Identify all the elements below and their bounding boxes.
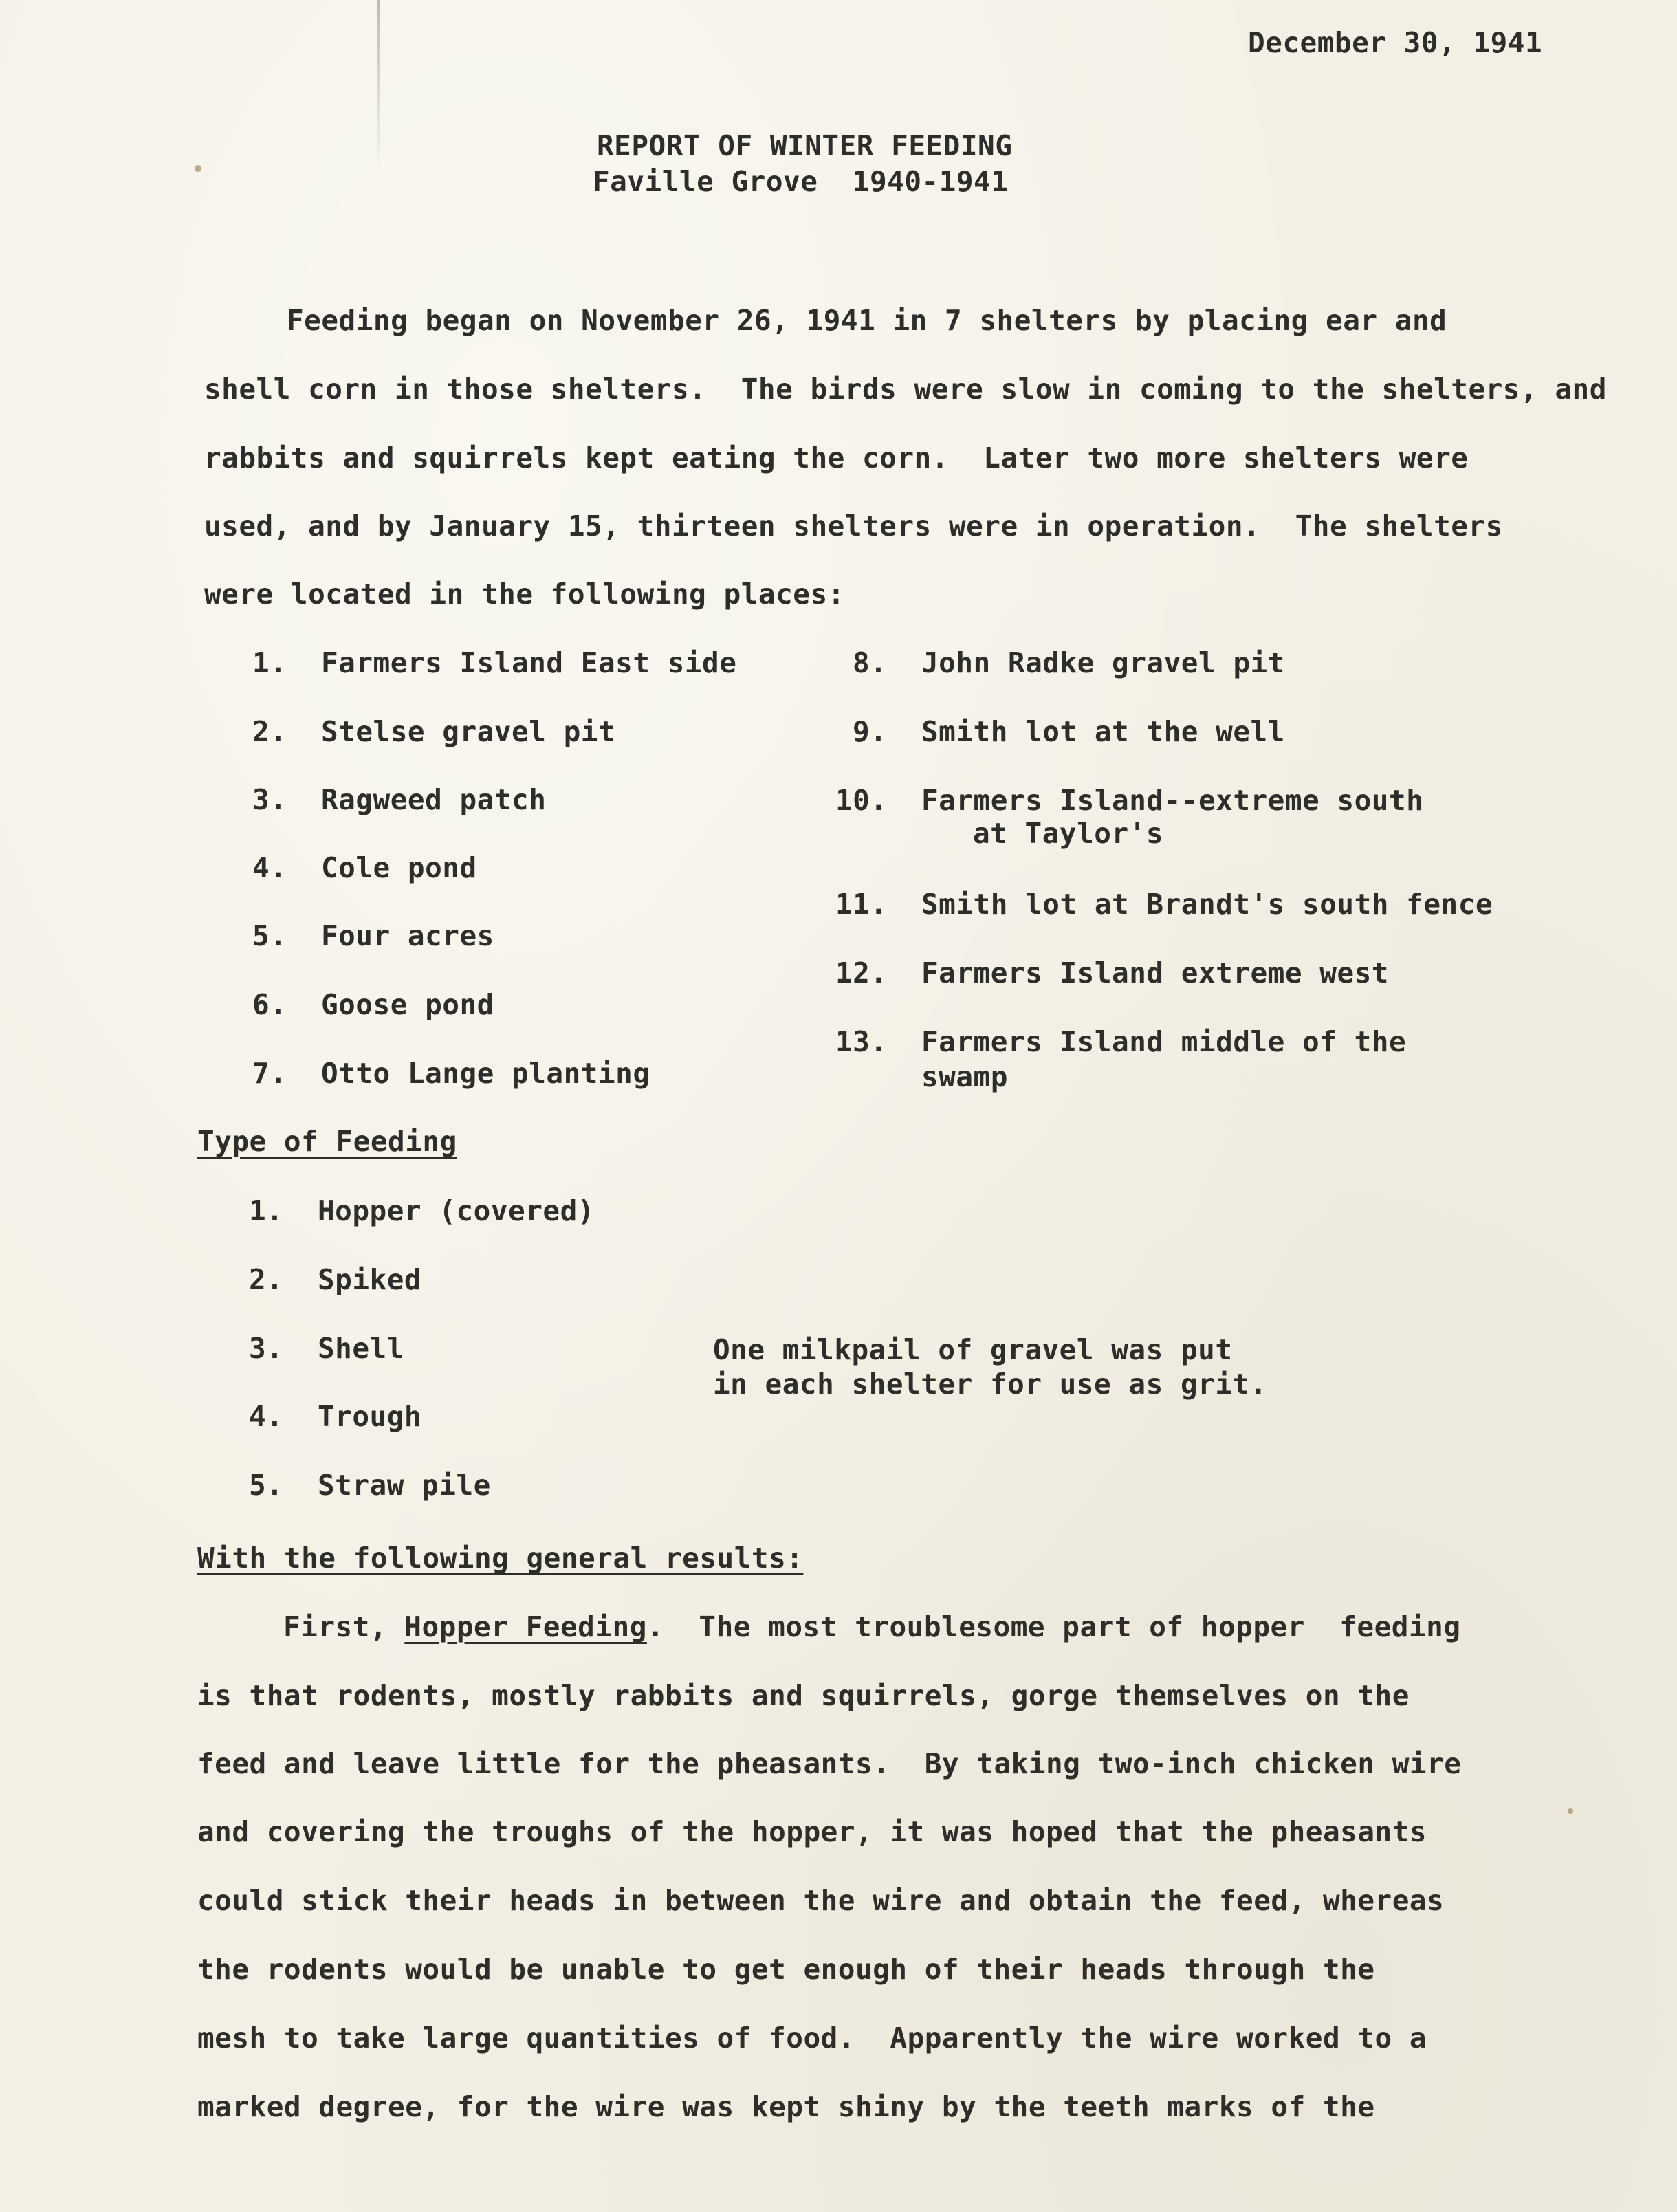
paper-crease: [377, 0, 380, 172]
feeding-type-number: 5.: [249, 1469, 284, 1502]
feeding-type-name: Shell: [318, 1332, 404, 1365]
location-name: Goose pond: [321, 988, 494, 1021]
location-name-continued: swamp: [921, 1060, 1008, 1093]
feeding-type-name: Trough: [318, 1400, 422, 1433]
location-number: 3.: [252, 783, 287, 816]
results-line: the rodents would be unable to get enough of their heads through the: [197, 1953, 1375, 1986]
location-number: 5.: [252, 919, 287, 952]
intro-line: used, and by January 15, thirteen shelters were in operation. The shelters: [204, 510, 1503, 543]
document-title: REPORT OF WINTER FEEDING: [597, 129, 1013, 162]
location-name-continued: at Taylor's: [973, 817, 1164, 850]
results-line: mesh to take large quantities of food. Apparently the wire worked to a: [197, 2022, 1427, 2055]
results-first-line: [283, 1610, 1461, 1643]
document-date: December 30, 1941: [1248, 26, 1543, 59]
location-name: Farmers Island--extreme south: [921, 784, 1424, 817]
feeding-type-number: 2.: [249, 1263, 284, 1296]
location-number: 10.: [835, 784, 888, 817]
results-line: marked degree, for the wire was kept shiny by the teeth marks of the: [197, 2090, 1375, 2123]
location-name: John Radke gravel pit: [921, 646, 1285, 679]
feeding-type-name: Straw pile: [318, 1469, 491, 1502]
results-line: feed and leave little for the pheasants. By taking two-inch chicken wire: [197, 1747, 1462, 1780]
location-name: Ragweed patch: [321, 783, 547, 816]
location-number: 8.: [853, 646, 888, 679]
results-first-prefix: First,: [283, 1610, 405, 1643]
feeding-type-number: 4.: [249, 1400, 284, 1433]
feeding-type-number: 1.: [249, 1194, 284, 1227]
location-number: 11.: [835, 888, 888, 921]
intro-line: rabbits and squirrels kept eating the corn. Later two more shelters were: [204, 441, 1469, 474]
paper-speck: [195, 165, 201, 172]
results-heading: With the following general results:: [197, 1542, 804, 1575]
feeding-type-name: Hopper (covered): [318, 1194, 595, 1227]
location-name: Otto Lange planting: [321, 1057, 650, 1090]
location-name: Farmers Island extreme west: [921, 956, 1389, 989]
location-name: Farmers Island East side: [321, 646, 737, 679]
location-name: Farmers Island middle of the: [921, 1025, 1407, 1058]
feeding-type-number: 3.: [249, 1332, 284, 1365]
location-number: 12.: [835, 956, 888, 989]
intro-line: Feeding began on November 26, 1941 in 7 shelters by placing ear and: [287, 304, 1447, 337]
intro-line: shell corn in those shelters. The birds were slow in coming to the shelters, and: [204, 373, 1607, 406]
location-number: 4.: [252, 851, 287, 884]
location-name: Cole pond: [321, 851, 477, 884]
results-first-rest: . The most troublesome part of hopper feeding: [646, 1610, 1461, 1643]
results-line: and covering the troughs of the hopper, it was hoped that the pheasants: [197, 1815, 1427, 1848]
location-number: 13.: [835, 1025, 888, 1058]
grit-note: One milkpail of gravel was put: [713, 1333, 1233, 1366]
location-number: 2.: [252, 715, 287, 748]
location-number: 1.: [252, 646, 287, 679]
location-number: 9.: [853, 715, 888, 748]
location-name: Stelse gravel pit: [321, 715, 616, 748]
document-subtitle: Faville Grove 1940-1941: [593, 165, 1009, 198]
results-line: is that rodents, mostly rabbits and squirrels, gorge themselves on the: [197, 1679, 1410, 1712]
results-line: could stick their heads in between the wire and obtain the feed, whereas: [197, 1884, 1445, 1917]
hopper-feeding-subheading: Hopper Feeding: [404, 1610, 647, 1643]
location-number: 6.: [252, 988, 287, 1021]
location-number: 7.: [252, 1057, 287, 1090]
grit-note: in each shelter for use as grit.: [713, 1368, 1267, 1401]
location-name: Smith lot at Brandt's south fence: [921, 888, 1493, 921]
location-name: Four acres: [321, 919, 494, 952]
type-of-feeding-heading: Type of Feeding: [197, 1125, 457, 1158]
location-name: Smith lot at the well: [921, 715, 1285, 748]
intro-line: were located in the following places:: [204, 578, 845, 611]
feeding-type-name: Spiked: [318, 1263, 422, 1296]
paper-speck: [1568, 1808, 1573, 1814]
